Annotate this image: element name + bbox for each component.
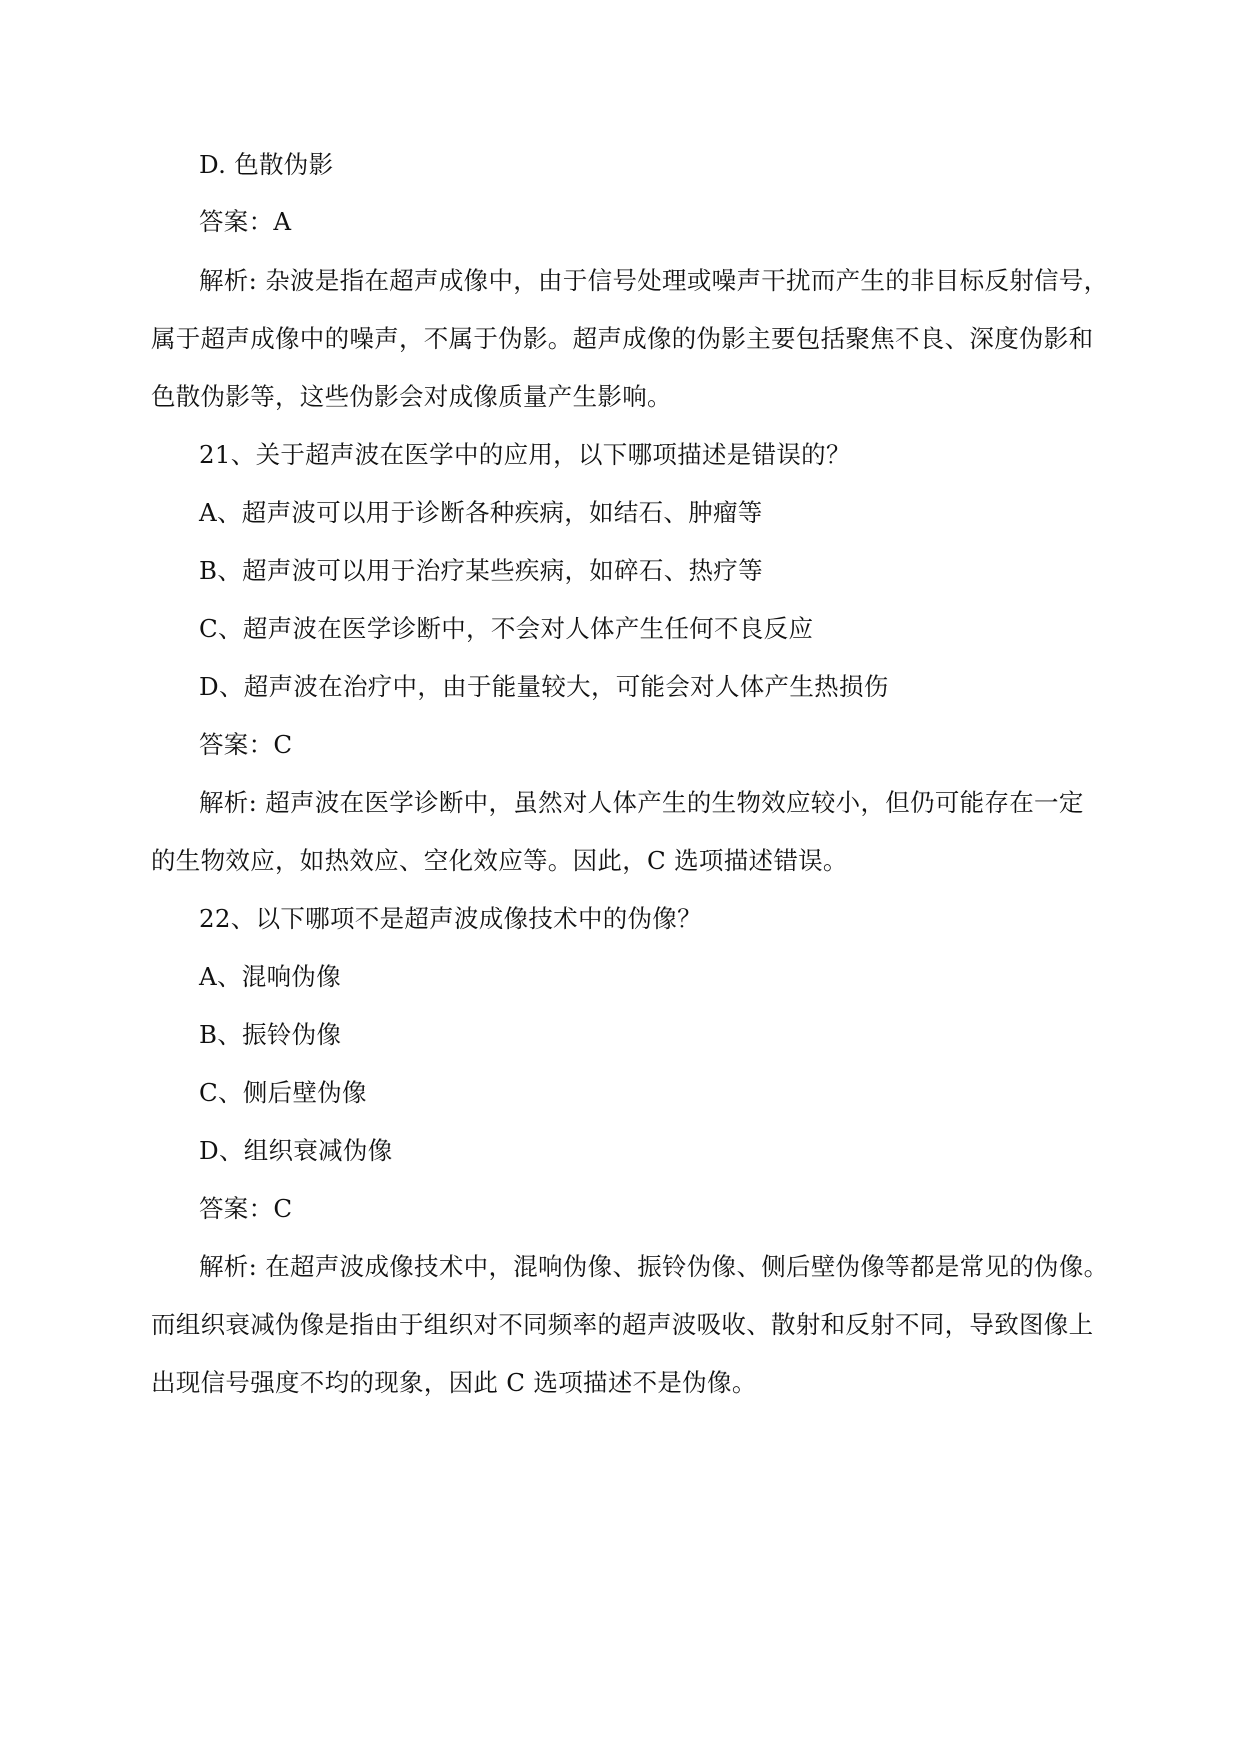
- q22-analysis-line-3: 出现信号强度不均的现象，因此 C 选项描述不是伪像。: [151, 1368, 757, 1397]
- q21-option-d: D、超声波在治疗中，由于能量较大，可能会对人体产生热损伤: [199, 672, 889, 701]
- q22-option-d: D、组织衰减伪像: [199, 1136, 393, 1165]
- q21-option-b: B、超声波可以用于治疗某些疾病，如碎石、热疗等: [199, 556, 763, 585]
- q22-answer: 答案：C: [199, 1194, 293, 1223]
- q22-option-b: B、振铃伪像: [199, 1020, 342, 1049]
- analysis-prev-line-1: 解析: 杂波是指在超声成像中，由于信号处理或噪声干扰而产生的非目标反射信号，: [199, 266, 1109, 295]
- q22-option-a: A、混响伪像: [199, 962, 341, 991]
- q21-analysis-line-2: 的生物效应，如热效应、空化效应等。因此，C 选项描述错误。: [151, 846, 848, 875]
- q22-analysis-line-1: 解析: 在超声波成像技术中，混响伪像、振铃伪像、侧后壁伪像等都是常见的伪像。: [199, 1252, 1109, 1281]
- question-21: 21、关于超声波在医学中的应用，以下哪项描述是错误的？: [199, 440, 851, 469]
- q22-option-c: C、侧后壁伪像: [199, 1078, 367, 1107]
- q21-analysis-line-1: 解析: 超声波在医学诊断中，虽然对人体产生的生物效应较小，但仍可能存在一定: [199, 788, 1084, 817]
- q21-answer: 答案：C: [199, 730, 293, 759]
- analysis-prev-line-3: 色散伪影等，这些伪影会对成像质量产生影响。: [151, 382, 672, 411]
- q22-analysis-line-2: 而组织衰减伪像是指由于组织对不同频率的超声波吸收、散射和反射不同，导致图像上: [151, 1310, 1094, 1339]
- q21-option-a: A、超声波可以用于诊断各种疾病，如结石、肿瘤等: [199, 498, 763, 527]
- option-d-prev: D. 色散伪影: [199, 150, 334, 179]
- analysis-prev-line-2: 属于超声成像中的噪声，不属于伪影。超声成像的伪影主要包括聚焦不良、深度伪影和: [151, 324, 1094, 353]
- answer-prev: 答案：A: [199, 207, 292, 236]
- q21-option-c: C、超声波在医学诊断中，不会对人体产生任何不良反应: [199, 614, 814, 643]
- question-22: 22、以下哪项不是超声波成像技术中的伪像？: [199, 904, 702, 933]
